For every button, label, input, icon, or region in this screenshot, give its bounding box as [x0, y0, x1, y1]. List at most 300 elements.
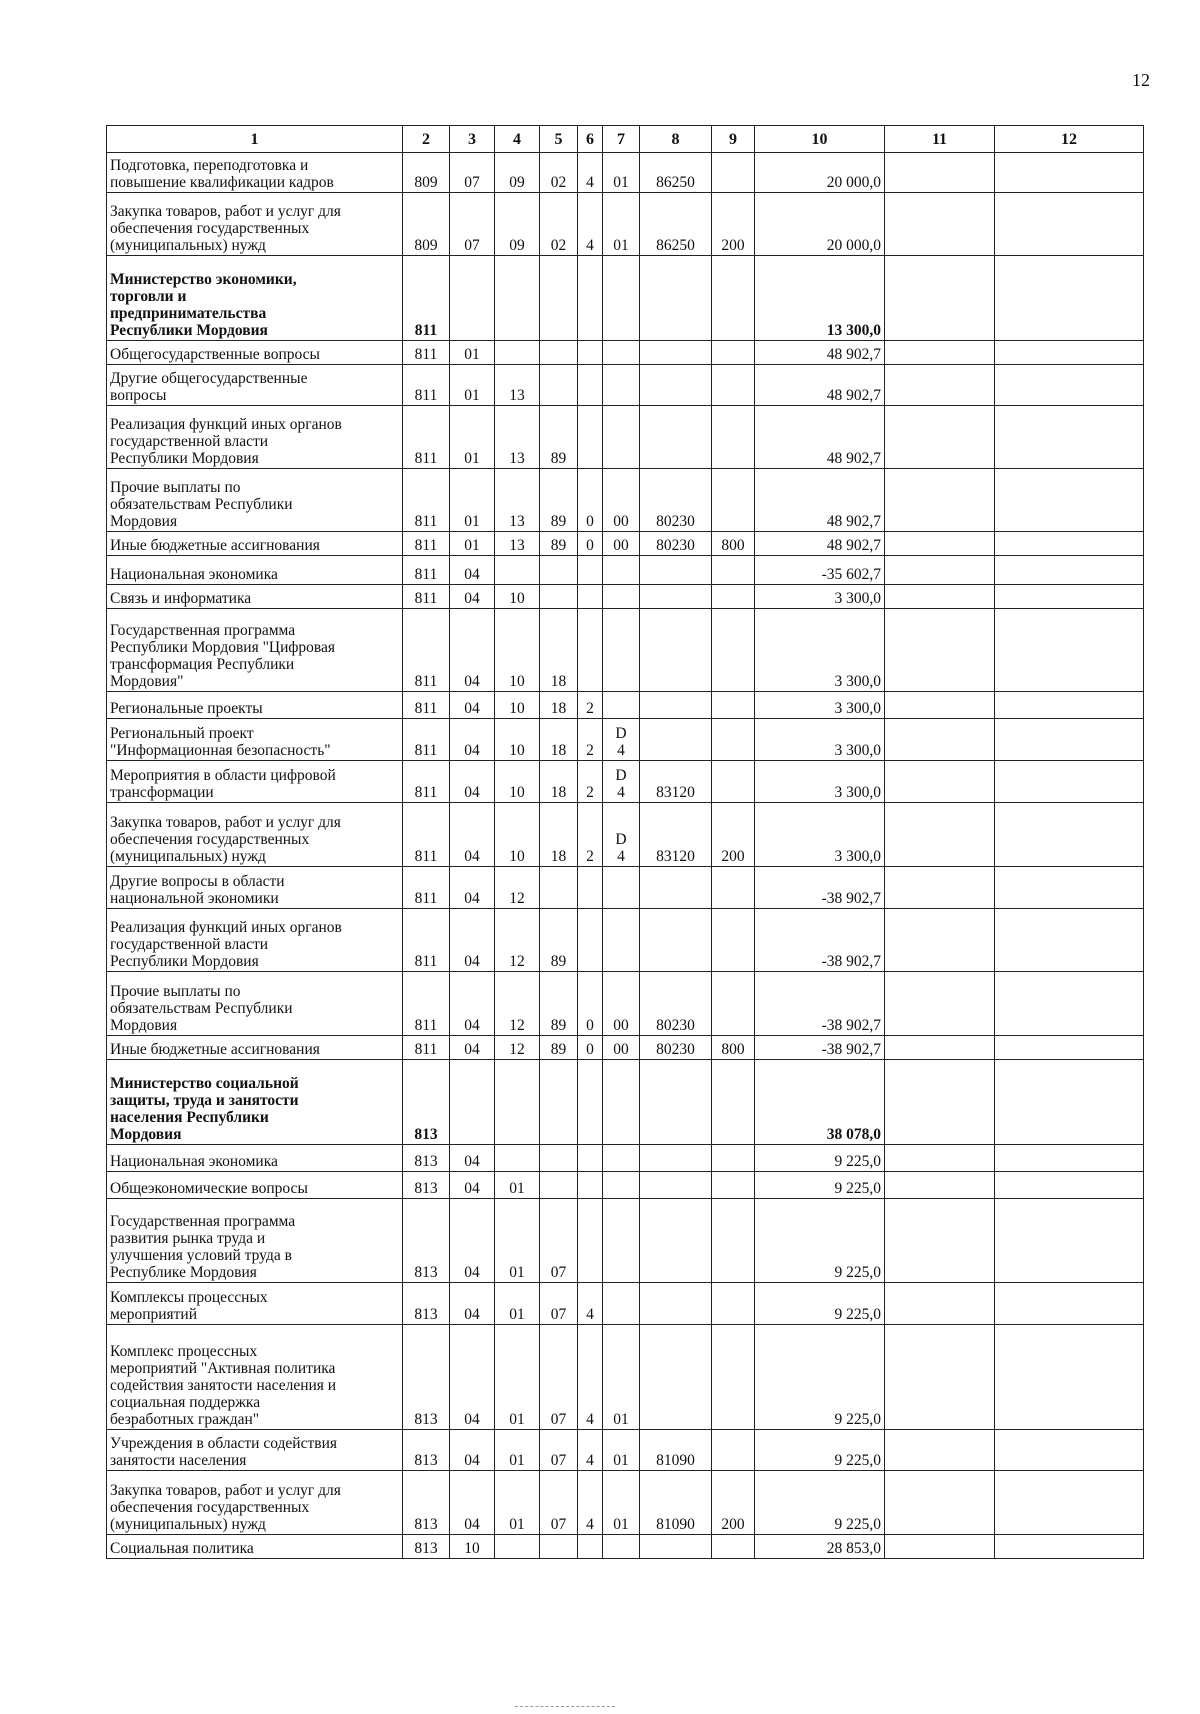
- row-name: Другие вопросы в области национальной экономики: [107, 867, 403, 909]
- column-12: [995, 719, 1144, 761]
- code-measure: 00: [603, 469, 640, 532]
- amount: 20 000,0: [755, 193, 885, 256]
- column-12: [995, 1145, 1144, 1172]
- code-direction: 83120: [640, 761, 712, 803]
- code-section: 04: [450, 867, 495, 909]
- code-ministry: 811: [403, 803, 450, 867]
- row-name: Комплекс процессных мероприятий "Активная политика содействия занятости населения и социальная поддержка безработных граждан": [107, 1325, 403, 1430]
- column-11: [885, 469, 995, 532]
- code-program: [540, 256, 578, 341]
- column-header: 1: [107, 126, 403, 153]
- code-measure: 00: [603, 532, 640, 556]
- amount: 3 300,0: [755, 609, 885, 692]
- code-program: [540, 341, 578, 365]
- code-measure: D 4: [603, 803, 640, 867]
- code-ministry: 811: [403, 1036, 450, 1060]
- column-header: 3: [450, 126, 495, 153]
- code-subprogram: 0: [578, 1036, 603, 1060]
- code-direction: [640, 1325, 712, 1430]
- code-measure: [603, 585, 640, 609]
- row-name: Учреждения в области содействия занятости населения: [107, 1430, 403, 1471]
- code-ministry: 813: [403, 1060, 450, 1145]
- table-row: [107, 585, 1144, 609]
- amount: 3 300,0: [755, 761, 885, 803]
- code-subprogram: 2: [578, 761, 603, 803]
- amount: -38 902,7: [755, 867, 885, 909]
- code-subprogram: 4: [578, 1283, 603, 1325]
- code-direction: 83120: [640, 803, 712, 867]
- code-measure: 00: [603, 1036, 640, 1060]
- code-expense-type: [712, 1535, 755, 1559]
- column-12: [995, 153, 1144, 193]
- code-subprogram: 0: [578, 469, 603, 532]
- column-11: [885, 1145, 995, 1172]
- code-direction: [640, 692, 712, 719]
- code-direction: [640, 256, 712, 341]
- amount: -38 902,7: [755, 972, 885, 1036]
- column-11: [885, 1471, 995, 1535]
- code-subsection: [495, 1060, 540, 1145]
- table-row: [107, 609, 1144, 692]
- code-subprogram: [578, 365, 603, 406]
- column-12: [995, 1060, 1144, 1145]
- table-row: [107, 193, 1144, 256]
- row-name: Региональные проекты: [107, 692, 403, 719]
- code-subprogram: [578, 1145, 603, 1172]
- budget-table: [106, 125, 1144, 1559]
- code-measure: 01: [603, 1325, 640, 1430]
- code-section: 04: [450, 609, 495, 692]
- amount: -38 902,7: [755, 909, 885, 972]
- code-subsection: 12: [495, 972, 540, 1036]
- code-ministry: 811: [403, 609, 450, 692]
- code-program: [540, 867, 578, 909]
- code-section: 04: [450, 719, 495, 761]
- row-name: Национальная экономика: [107, 1145, 403, 1172]
- code-measure: [603, 909, 640, 972]
- code-section: [450, 1060, 495, 1145]
- code-program: 18: [540, 609, 578, 692]
- column-12: [995, 692, 1144, 719]
- code-expense-type: [712, 1145, 755, 1172]
- code-subsection: 09: [495, 153, 540, 193]
- code-section: 07: [450, 153, 495, 193]
- code-expense-type: [712, 1060, 755, 1145]
- column-11: [885, 692, 995, 719]
- code-subprogram: [578, 609, 603, 692]
- code-subprogram: [578, 1199, 603, 1283]
- row-name: Общеэкономические вопросы: [107, 1172, 403, 1199]
- table-row: [107, 1430, 1144, 1471]
- code-expense-type: [712, 406, 755, 469]
- code-ministry: 813: [403, 1145, 450, 1172]
- code-subsection: 10: [495, 585, 540, 609]
- code-ministry: 811: [403, 556, 450, 585]
- column-12: [995, 867, 1144, 909]
- code-section: 04: [450, 1283, 495, 1325]
- code-direction: [640, 585, 712, 609]
- code-direction: 80230: [640, 469, 712, 532]
- code-expense-type: 800: [712, 1036, 755, 1060]
- code-direction: [640, 1199, 712, 1283]
- code-subprogram: 4: [578, 1430, 603, 1471]
- code-program: 18: [540, 761, 578, 803]
- row-name: Государственная программа развития рынка труда и улучшения условий труда в Республике Мордовия: [107, 1199, 403, 1283]
- row-name: Национальная экономика: [107, 556, 403, 585]
- code-measure: 00: [603, 972, 640, 1036]
- code-ministry: 811: [403, 341, 450, 365]
- code-measure: [603, 1283, 640, 1325]
- amount: 48 902,7: [755, 406, 885, 469]
- column-11: [885, 761, 995, 803]
- code-subsection: 01: [495, 1430, 540, 1471]
- code-ministry: 811: [403, 867, 450, 909]
- code-program: 18: [540, 692, 578, 719]
- code-section: 01: [450, 365, 495, 406]
- code-subprogram: 4: [578, 1325, 603, 1430]
- code-subprogram: [578, 1535, 603, 1559]
- code-ministry: 811: [403, 365, 450, 406]
- code-ministry: 813: [403, 1430, 450, 1471]
- code-program: 07: [540, 1471, 578, 1535]
- code-program: [540, 1172, 578, 1199]
- amount: 9 225,0: [755, 1430, 885, 1471]
- column-header: 11: [885, 126, 995, 153]
- code-measure: [603, 1060, 640, 1145]
- code-expense-type: [712, 1283, 755, 1325]
- code-program: 07: [540, 1430, 578, 1471]
- column-12: [995, 532, 1144, 556]
- column-12: [995, 803, 1144, 867]
- code-expense-type: [712, 1172, 755, 1199]
- code-direction: 80230: [640, 532, 712, 556]
- row-name: Общегосударственные вопросы: [107, 341, 403, 365]
- code-section: 10: [450, 1535, 495, 1559]
- code-ministry: 811: [403, 256, 450, 341]
- code-expense-type: [712, 972, 755, 1036]
- code-section: 04: [450, 1471, 495, 1535]
- code-direction: [640, 1535, 712, 1559]
- code-ministry: 813: [403, 1283, 450, 1325]
- code-measure: D 4: [603, 719, 640, 761]
- amount: 3 300,0: [755, 585, 885, 609]
- code-ministry: 809: [403, 193, 450, 256]
- amount: 48 902,7: [755, 532, 885, 556]
- code-subprogram: 0: [578, 532, 603, 556]
- table-row: [107, 1471, 1144, 1535]
- code-subprogram: [578, 585, 603, 609]
- column-11: [885, 153, 995, 193]
- table-row: [107, 867, 1144, 909]
- code-section: 04: [450, 803, 495, 867]
- code-subprogram: 4: [578, 153, 603, 193]
- code-expense-type: [712, 1199, 755, 1283]
- column-header: 9: [712, 126, 755, 153]
- column-header: 10: [755, 126, 885, 153]
- column-11: [885, 585, 995, 609]
- column-12: [995, 469, 1144, 532]
- code-subprogram: [578, 1172, 603, 1199]
- code-direction: 80230: [640, 972, 712, 1036]
- code-ministry: 811: [403, 585, 450, 609]
- code-program: 89: [540, 532, 578, 556]
- code-program: 07: [540, 1325, 578, 1430]
- column-12: [995, 609, 1144, 692]
- code-program: [540, 1535, 578, 1559]
- code-subprogram: [578, 256, 603, 341]
- code-program: 89: [540, 1036, 578, 1060]
- table-row: [107, 719, 1144, 761]
- code-subsection: 12: [495, 867, 540, 909]
- column-12: [995, 909, 1144, 972]
- table-row: [107, 1283, 1144, 1325]
- row-name: Закупка товаров, работ и услуг для обеспечения государственных (муниципальных) нужд: [107, 193, 403, 256]
- table-row: [107, 1172, 1144, 1199]
- row-name: Прочие выплаты по обязательствам Республики Мордовия: [107, 469, 403, 532]
- row-name: Социальная политика: [107, 1535, 403, 1559]
- table-row: [107, 692, 1144, 719]
- code-ministry: 813: [403, 1172, 450, 1199]
- code-direction: 86250: [640, 193, 712, 256]
- row-name: Реализация функций иных органов государственной власти Республики Мордовия: [107, 406, 403, 469]
- code-program: 89: [540, 909, 578, 972]
- column-11: [885, 1283, 995, 1325]
- code-section: 04: [450, 556, 495, 585]
- row-name: Подготовка, переподготовка и повышение квалификации кадров: [107, 153, 403, 193]
- code-program: 07: [540, 1199, 578, 1283]
- code-program: 18: [540, 719, 578, 761]
- code-subsection: 01: [495, 1471, 540, 1535]
- code-ministry: 813: [403, 1471, 450, 1535]
- code-ministry: 813: [403, 1199, 450, 1283]
- column-header: 12: [995, 126, 1144, 153]
- code-subsection: 10: [495, 719, 540, 761]
- code-direction: 86250: [640, 153, 712, 193]
- amount: 28 853,0: [755, 1535, 885, 1559]
- code-program: [540, 556, 578, 585]
- row-name: Иные бюджетные ассигнования: [107, 532, 403, 556]
- table-row: [107, 761, 1144, 803]
- amount: 20 000,0: [755, 153, 885, 193]
- code-expense-type: 200: [712, 803, 755, 867]
- code-program: 89: [540, 406, 578, 469]
- code-section: 01: [450, 469, 495, 532]
- column-11: [885, 556, 995, 585]
- code-subprogram: 2: [578, 692, 603, 719]
- code-direction: [640, 406, 712, 469]
- code-subprogram: 4: [578, 193, 603, 256]
- code-expense-type: [712, 1430, 755, 1471]
- code-subprogram: 2: [578, 803, 603, 867]
- row-name: Реализация функций иных органов государственной власти Республики Мордовия: [107, 909, 403, 972]
- table-row: [107, 469, 1144, 532]
- code-subsection: 01: [495, 1172, 540, 1199]
- header-row: [107, 126, 1144, 153]
- amount: 48 902,7: [755, 341, 885, 365]
- code-expense-type: [712, 692, 755, 719]
- code-expense-type: [712, 341, 755, 365]
- code-expense-type: [712, 365, 755, 406]
- column-12: [995, 1535, 1144, 1559]
- row-name: Государственная программа Республики Мордовия "Цифровая трансформация Республики Мордовия": [107, 609, 403, 692]
- code-direction: [640, 365, 712, 406]
- code-subprogram: [578, 406, 603, 469]
- code-section: [450, 256, 495, 341]
- column-11: [885, 972, 995, 1036]
- code-measure: [603, 341, 640, 365]
- code-measure: [603, 256, 640, 341]
- table-row: [107, 153, 1144, 193]
- code-section: 01: [450, 532, 495, 556]
- table-body: [107, 153, 1144, 1559]
- amount: 48 902,7: [755, 469, 885, 532]
- column-11: [885, 1172, 995, 1199]
- column-12: [995, 761, 1144, 803]
- code-section: 04: [450, 1145, 495, 1172]
- code-subprogram: [578, 556, 603, 585]
- column-12: [995, 1283, 1144, 1325]
- table-row: [107, 1199, 1144, 1283]
- amount: 9 225,0: [755, 1471, 885, 1535]
- code-section: 04: [450, 972, 495, 1036]
- code-measure: [603, 1172, 640, 1199]
- code-section: 01: [450, 341, 495, 365]
- row-name: Комплексы процессных мероприятий: [107, 1283, 403, 1325]
- code-section: 04: [450, 1172, 495, 1199]
- column-11: [885, 909, 995, 972]
- code-subsection: 01: [495, 1325, 540, 1430]
- code-direction: [640, 719, 712, 761]
- code-section: 04: [450, 909, 495, 972]
- code-subsection: 09: [495, 193, 540, 256]
- code-measure: [603, 1535, 640, 1559]
- amount: 48 902,7: [755, 365, 885, 406]
- code-program: 07: [540, 1283, 578, 1325]
- code-expense-type: 200: [712, 193, 755, 256]
- code-expense-type: [712, 867, 755, 909]
- code-measure: [603, 406, 640, 469]
- column-12: [995, 972, 1144, 1036]
- table-row: [107, 1325, 1144, 1430]
- column-header: 8: [640, 126, 712, 153]
- column-12: [995, 585, 1144, 609]
- table-row: [107, 556, 1144, 585]
- column-12: [995, 341, 1144, 365]
- code-ministry: 813: [403, 1325, 450, 1430]
- code-subprogram: 0: [578, 972, 603, 1036]
- code-measure: [603, 692, 640, 719]
- amount: 38 078,0: [755, 1060, 885, 1145]
- code-ministry: 811: [403, 761, 450, 803]
- column-12: [995, 406, 1144, 469]
- code-subsection: 10: [495, 609, 540, 692]
- table-row: [107, 341, 1144, 365]
- code-ministry: 811: [403, 532, 450, 556]
- row-name: Закупка товаров, работ и услуг для обеспечения государственных (муниципальных) нужд: [107, 1471, 403, 1535]
- code-expense-type: [712, 609, 755, 692]
- code-expense-type: [712, 585, 755, 609]
- code-expense-type: [712, 153, 755, 193]
- code-expense-type: 800: [712, 532, 755, 556]
- code-program: [540, 1145, 578, 1172]
- code-measure: 01: [603, 1471, 640, 1535]
- scan-artifact: [515, 1706, 615, 1709]
- column-header: 6: [578, 126, 603, 153]
- column-12: [995, 1325, 1144, 1430]
- code-section: 04: [450, 1199, 495, 1283]
- row-name: Связь и информатика: [107, 585, 403, 609]
- code-measure: [603, 1145, 640, 1172]
- code-direction: [640, 909, 712, 972]
- code-direction: [640, 1172, 712, 1199]
- column-12: [995, 1471, 1144, 1535]
- code-measure: [603, 609, 640, 692]
- row-name: Министерство экономики, торговли и предпринимательства Республики Мордовия: [107, 256, 403, 341]
- amount: 9 225,0: [755, 1145, 885, 1172]
- code-subsection: [495, 1535, 540, 1559]
- code-direction: 80230: [640, 1036, 712, 1060]
- column-12: [995, 365, 1144, 406]
- code-subsection: 01: [495, 1283, 540, 1325]
- code-direction: 81090: [640, 1471, 712, 1535]
- code-expense-type: 200: [712, 1471, 755, 1535]
- code-ministry: 811: [403, 719, 450, 761]
- code-subprogram: [578, 1060, 603, 1145]
- column-11: [885, 1430, 995, 1471]
- code-subprogram: 4: [578, 1471, 603, 1535]
- code-program: 02: [540, 153, 578, 193]
- code-expense-type: [712, 556, 755, 585]
- column-12: [995, 1036, 1144, 1060]
- row-name: Прочие выплаты по обязательствам Республики Мордовия: [107, 972, 403, 1036]
- code-subsection: 13: [495, 365, 540, 406]
- column-12: [995, 1199, 1144, 1283]
- column-11: [885, 1036, 995, 1060]
- page-number: 12: [1132, 70, 1150, 90]
- code-section: 04: [450, 1325, 495, 1430]
- code-subsection: 12: [495, 909, 540, 972]
- code-direction: [640, 609, 712, 692]
- row-name: Другие общегосударственные вопросы: [107, 365, 403, 406]
- column-12: [995, 1430, 1144, 1471]
- column-11: [885, 803, 995, 867]
- code-direction: [640, 1145, 712, 1172]
- code-direction: 81090: [640, 1430, 712, 1471]
- row-name: Региональный проект "Информационная безопасность": [107, 719, 403, 761]
- code-subsection: 10: [495, 761, 540, 803]
- table-row: [107, 1145, 1144, 1172]
- amount: -35 602,7: [755, 556, 885, 585]
- column-11: [885, 1535, 995, 1559]
- amount: 3 300,0: [755, 719, 885, 761]
- code-subprogram: [578, 867, 603, 909]
- column-11: [885, 1325, 995, 1430]
- code-ministry: 811: [403, 469, 450, 532]
- table-row: [107, 406, 1144, 469]
- table-row: [107, 532, 1144, 556]
- column-11: [885, 1060, 995, 1145]
- code-expense-type: [712, 761, 755, 803]
- column-11: [885, 867, 995, 909]
- code-expense-type: [712, 719, 755, 761]
- code-subprogram: [578, 909, 603, 972]
- code-subsection: 10: [495, 803, 540, 867]
- amount: 9 225,0: [755, 1199, 885, 1283]
- code-program: 02: [540, 193, 578, 256]
- code-measure: [603, 867, 640, 909]
- code-section: 04: [450, 761, 495, 803]
- column-header: 7: [603, 126, 640, 153]
